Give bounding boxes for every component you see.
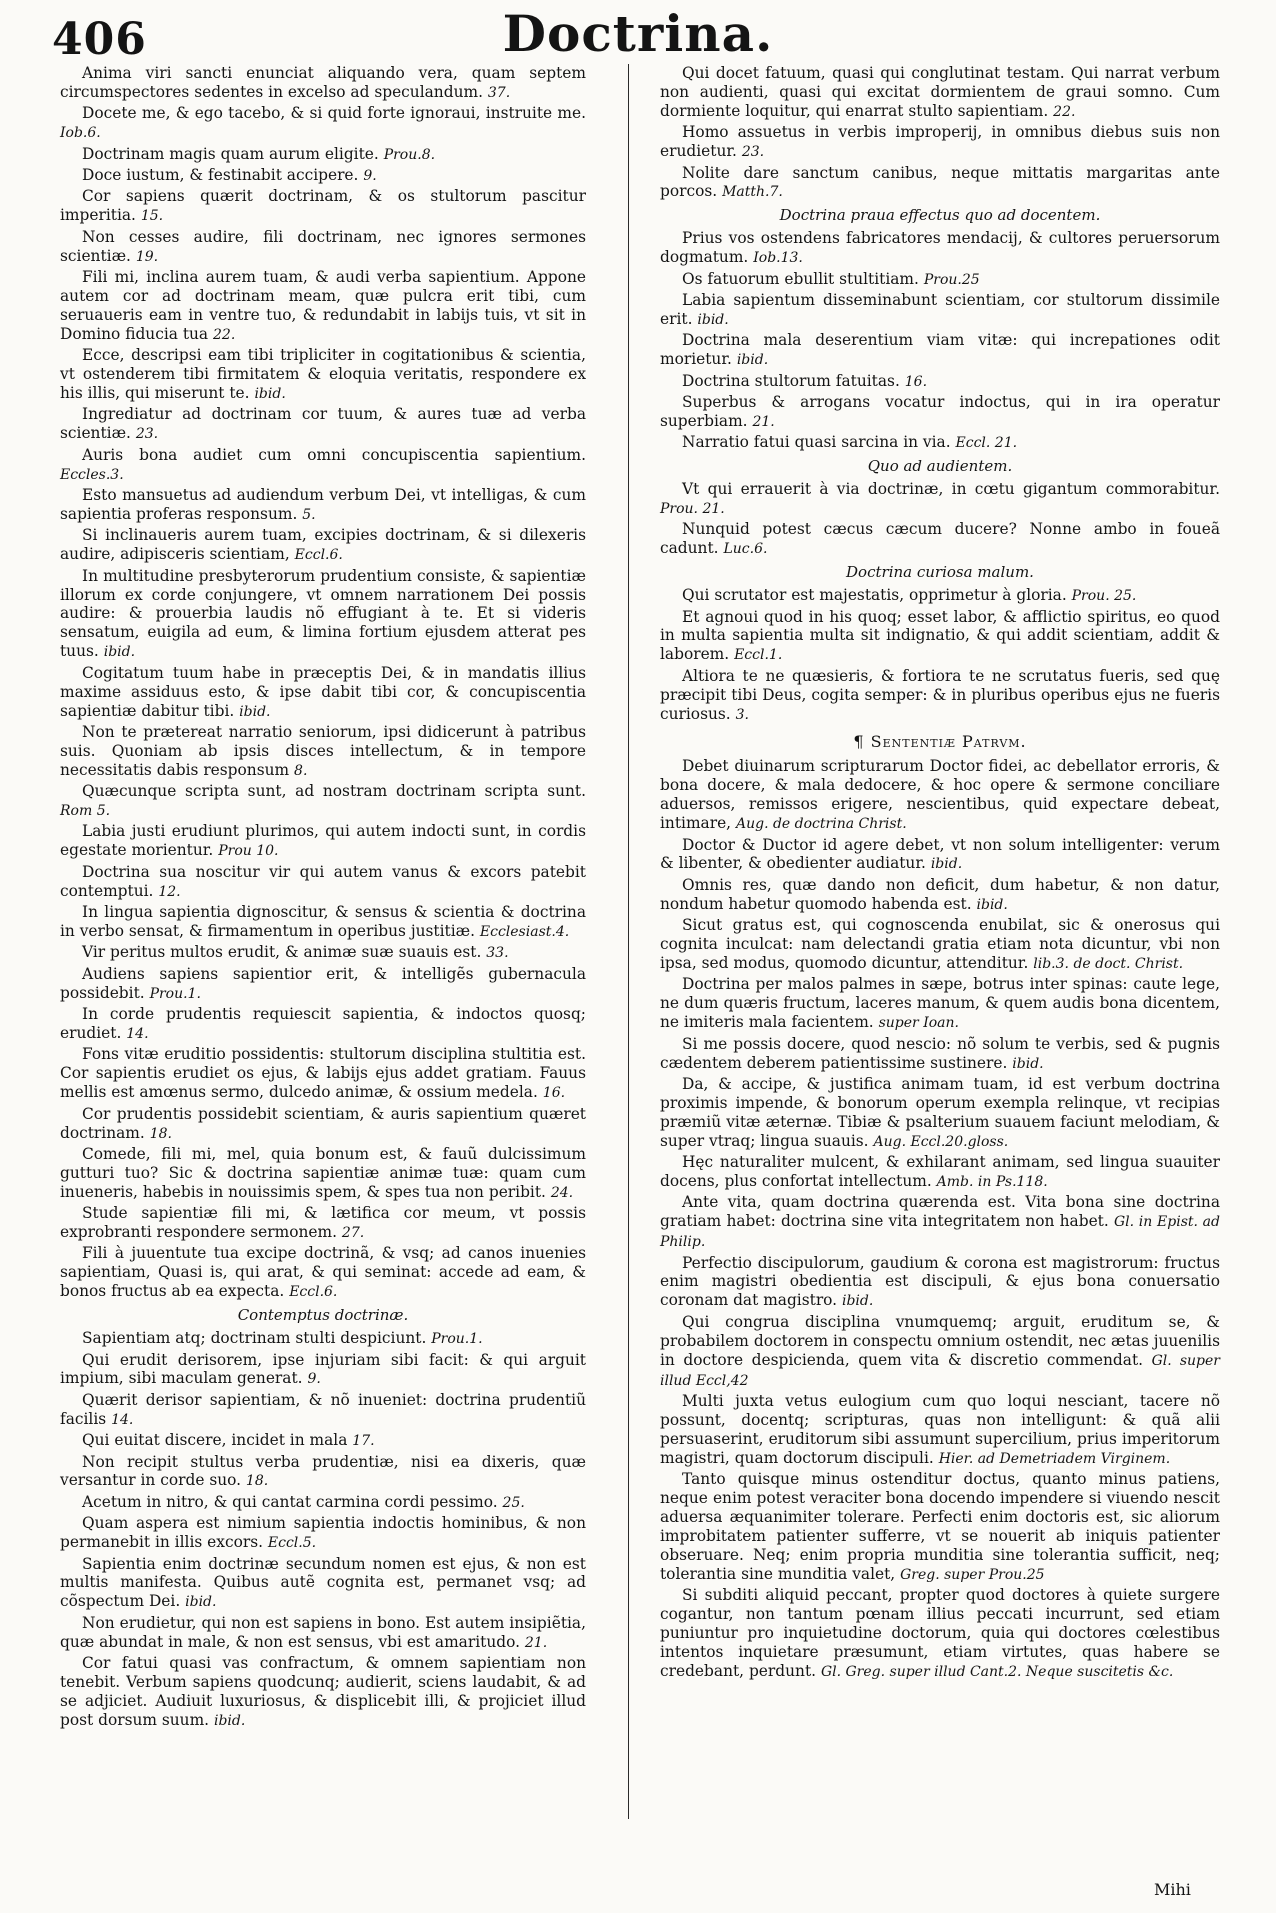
entry-text: Qui erudit derisorem, ipse injuriam sibi facit: & qui arguit impium, sibi maculam generat. xyxy=(60,1350,586,1388)
text-entry xyxy=(60,1045,586,1103)
entry-text: Fili mi, inclina aurem tuam, & audi verba sapientium. Appone autem cor ad doctrinam meam, quæ pulcra erit tibi, cum seruaueris eam in ventre tuo, & redundabit in labijs tuis, vt sit in Domino fiducia tua xyxy=(60,268,586,343)
entry-text: Acetum in nitro, & qui cantat carmina cordi pessimo. xyxy=(82,1492,498,1511)
text-entry xyxy=(660,1075,1220,1152)
entry-text: Cor sapiens quærit doctrinam, & os stultorum pascitur imperitia. xyxy=(60,187,586,225)
text-entry xyxy=(60,526,586,565)
citation: 19. xyxy=(135,248,159,265)
citation: 15. xyxy=(140,208,164,225)
entry-text: Non cesses audire, fili doctrinam, nec ignores sermones scientiæ. xyxy=(60,227,586,265)
text-entry xyxy=(60,943,586,963)
text-entry xyxy=(60,1555,586,1613)
text-entry xyxy=(60,1005,586,1044)
citation: 9. xyxy=(307,1371,321,1388)
entry-text: Vir peritus multos erudit, & animæ suæ suauis est. xyxy=(82,943,482,962)
entry-text: Nolite dare sanctum canibus, neque mittatis margaritas ante porcos. xyxy=(660,163,1220,201)
text-entry xyxy=(60,1145,586,1203)
entry-text: Qui euitat discere, incidet in mala xyxy=(82,1431,348,1450)
text-entry xyxy=(660,1153,1220,1192)
text-entry xyxy=(60,446,586,485)
citation: Prou. 25. xyxy=(1071,588,1137,605)
text-entry xyxy=(660,331,1220,370)
text-entry xyxy=(660,608,1220,666)
text-entry xyxy=(60,145,586,165)
text-entry xyxy=(660,1586,1220,1682)
catchword: Mihi xyxy=(1154,1880,1191,1899)
entry-text: Prius vos ostendens fabricatores mendacij, & cultores peruersorum dogmatum. xyxy=(660,229,1220,267)
entry-text: Quærit derisor sapientiam, & nõ inueniet: doctrina prudentiũ facilis xyxy=(60,1390,586,1428)
text-entry xyxy=(60,1329,586,1349)
text-entry xyxy=(60,1391,586,1430)
entry-text: In lingua sapientia dignoscitur, & sensus & scientia & doctrina in verbo sensat, & firmamentum in operibus justitiæ. xyxy=(60,903,586,940)
text-entry xyxy=(60,1514,586,1553)
entry-text: Comede, fili mi, mel, quia bonum est, & fauũ dulcissimum gutturi tuo? Sic & doctrina sapientiæ animæ tuæ: quam cum inueneris, habebis in nouissimis spem, & spes tua non peribit. xyxy=(60,1144,586,1201)
entry-text: Fili à juuentute tua excipe doctrinã, & vsq; ad canos inuenies sapientiam, Quasi is, qui arat, & qui seminat: accede ad eam, & bonos fructus ab ea expecta. xyxy=(60,1244,586,1301)
text-entry xyxy=(660,757,1220,834)
citation: lib.3. de doct. Christ. xyxy=(1033,955,1184,972)
subsection-heading: Doctrina curiosa malum. xyxy=(846,563,1034,582)
text-entry xyxy=(60,268,586,345)
entry-text: Si me possis docere, quod nescio: nõ solum te verbis, sed & pugnis cædentem deberem patientissime sustinere. xyxy=(660,1034,1220,1072)
citation: Prou.1. xyxy=(149,985,201,1002)
entry-text: Stude sapientiæ fili mi, & lætifica cor meum, vt possis exprobranti respondere sermonem. xyxy=(60,1204,586,1242)
text-entry xyxy=(660,123,1220,162)
text-entry xyxy=(60,64,586,103)
text-entry xyxy=(60,1614,586,1653)
entry-text: Da, & accipe, & justifica animam tuam, id est verbum doctrina proximis impende, & bonorum operum exempla relinque, vt recipias præmiũ vitæ æternæ. Tibiæ & psalterium suauem faciunt melodiam, & super vtraq; lingua suauis. xyxy=(660,1074,1220,1150)
citation: Iob.13. xyxy=(753,250,803,267)
entry-text: Et agnoui quod in his quoq; esset labor, & afflictio spiritus, eo quod in multa sapientia multa sit indignatio, & qui addit scientiam, addit & laborem. xyxy=(660,607,1220,664)
text-entry xyxy=(60,782,586,821)
entry-text: Sicut gratus est, qui cognoscenda enubilat, sic & onerosus qui cognita inculcat: nam delectandi gratia etiam nota dicuntur, vbi non ipsa, sed modus, quomodo dicuntur, attenditur. xyxy=(660,916,1220,972)
subsection-heading: Contemptus doctrinæ. xyxy=(237,1306,409,1325)
text-entry xyxy=(660,1470,1220,1584)
citation: 23. xyxy=(741,144,765,161)
entry-text: Omnis res, quæ dando non deficit, dum habetur, & non datur, nondum habetur quomodo habenda est. xyxy=(660,875,1220,913)
entry-text: Doctrinam magis quam aurum eligite. xyxy=(82,144,379,163)
citation: 16. xyxy=(904,373,928,390)
text-entry xyxy=(60,1351,586,1390)
entry-text: Non recipit stultus verba prudentiæ, nisi ea dixeris, quæ versantur in corde suo. xyxy=(60,1452,586,1490)
entry-text: In corde prudentis requiescit sapientia, & indoctos quosq; erudiet. xyxy=(60,1005,586,1042)
entry-text: In multitudine presbyterorum prudentium consiste, & sapientiæ illorum ex corde conjungere, vt omnem narrationem Dei possis audire: & prouerbia laudis nõ effugiant à te. Et si videris sensatum, euigila ad eum, & limina fortium ejusdem atterat pes tuus. xyxy=(60,566,586,661)
text-entry xyxy=(60,486,586,525)
citation: Iob.6. xyxy=(60,125,101,142)
citation: Eccl. 21. xyxy=(955,435,1018,452)
entry-text: Perfectio discipulorum, gaudium & corona est magistrorum: fructus enim magistri obedientia est discipuli, & ejus bona conuersatio coronam dat magistro. xyxy=(660,1253,1220,1310)
citation: ibid. xyxy=(213,1712,246,1729)
entry-text: Doctrina stultorum fatuitas. xyxy=(682,371,900,390)
right-column xyxy=(660,64,1220,1683)
text-entry xyxy=(60,1453,586,1492)
citation: 33. xyxy=(486,945,509,962)
text-entry xyxy=(60,1431,586,1451)
text-entry xyxy=(660,1313,1220,1391)
text-entry xyxy=(60,664,586,722)
section-heading: ¶ Sententiæ Patrvm. xyxy=(853,731,1027,751)
entry-text: Ante vita, quam doctrina quærenda est. Vita bona sine doctrina gratiam habet: doctrina sine vita integritatem non habet. xyxy=(660,1193,1220,1231)
citation: Eccles.3. xyxy=(60,466,124,483)
text-entry xyxy=(60,1654,586,1731)
citation: 22. xyxy=(1053,103,1076,120)
entry-text: Multi juxta vetus eulogium cum quo loqui nesciant, tacere nõ possunt, docentq; scripturas, quas non intelligunt: & quã alii persuaserint, eruditorum sibi assumunt supercilium, prius imperitorum magistri, quam doctorum discipuli. xyxy=(660,1391,1220,1467)
entry-text: Hęc naturaliter mulcent, & exhilarant animam, sed lingua suauiter docens, plus confortat intellectum. xyxy=(660,1153,1220,1190)
entry-text: Sapientia enim doctrinæ secundum nomen est ejus, & non est multis manifesta. Quibus autẽ cognita est, permanet vsq; ad cõspectum Dei. xyxy=(60,1554,586,1611)
citation: Matth.7. xyxy=(722,184,783,201)
entry-text: Quam aspera est nimium sapientia indoctis hominibus, & non permanebit in illis excors. xyxy=(60,1514,586,1552)
entry-text: Doctor & Ductor id agere debet, vt non solum intelligenter: verum & libenter, & obedienter audiatur. xyxy=(660,835,1220,873)
text-entry xyxy=(60,863,586,902)
entry-text: Homo assuetus in verbis improperij, in omnibus diebus suis non erudietur. xyxy=(660,123,1220,161)
entry-text: Nunquid potest cæcus cæcum ducere? Nonne ambo in foueã cadunt. xyxy=(660,520,1220,558)
citation: Eccl.6. xyxy=(289,1284,338,1301)
citation: super Ioan. xyxy=(878,1015,959,1032)
entry-text: Superbus & arrogans vocatur indoctus, qui in ira operatur superbiam. xyxy=(660,393,1220,430)
entry-text: Tanto quisque minus ostenditur doctus, quanto minus patiens, neque enim potest veraciter bona docendo impendere si viuendo nescit aduersa æquanimiter tolerare. Perfecti enim doctoris est, sic aliorum improbitatem patienter sufferre, vt se nouerit ab iniquis patienter obseruare. Neq; enim propria munditia sine tolerantia sufficit, neq; tolerantia sine munditia valet, xyxy=(660,1470,1220,1583)
entry-text: Doce iustum, & festinabit accipere. xyxy=(82,166,359,185)
citation: ibid. xyxy=(239,703,271,720)
subsection-heading: Doctrina praua effectus quo ad docentem. xyxy=(779,206,1101,225)
page-number: 406 xyxy=(52,14,147,65)
left-column xyxy=(60,64,586,1732)
entry-text: Cor prudentis possidebit scientiam, & auris sapientium quæret doctrinam. xyxy=(60,1104,586,1142)
citation: 24. xyxy=(550,1184,574,1201)
text-entry xyxy=(60,104,586,143)
citation: 21. xyxy=(752,413,775,430)
citation: Gl. super illud Eccl,42 xyxy=(660,1352,1221,1389)
citation: 21. xyxy=(524,1634,548,1651)
text-entry xyxy=(60,187,586,226)
text-entry xyxy=(660,916,1220,974)
entry-text: Ingrediatur ad doctrinam cor tuum, & aures tuæ ad verba scientiæ. xyxy=(60,405,586,443)
citation: ibid. xyxy=(930,856,963,873)
citation: Prou.1. xyxy=(431,1331,483,1348)
text-entry xyxy=(660,876,1220,915)
text-entry xyxy=(60,346,586,404)
citation: 14. xyxy=(111,1411,134,1428)
text-entry xyxy=(660,1035,1220,1074)
text-entry xyxy=(660,372,1220,392)
citation: 3. xyxy=(735,706,749,723)
text-entry xyxy=(660,270,1220,290)
citation: ibid. xyxy=(185,1594,217,1611)
entry-text: Si inclinaueris aurem tuam, excipies doctrinam, & si dilexeris audire, adipisceris scientiam, xyxy=(60,526,586,564)
entry-text: Labia sapientum disseminabunt scientiam, cor stultorum dissimile erit. xyxy=(660,290,1220,328)
text-entry xyxy=(660,480,1220,519)
citation: 27. xyxy=(341,1225,365,1242)
citation: 9. xyxy=(363,168,377,185)
citation: ibid. xyxy=(976,896,1008,913)
entry-text: Quæcunque scripta sunt, ad nostram doctrinam scripta sunt. xyxy=(82,782,586,801)
citation: Aug. Eccl.20.gloss. xyxy=(873,1133,1009,1150)
citation: 22. xyxy=(213,326,236,343)
citation: ibid. xyxy=(103,644,136,661)
citation: Prou 10. xyxy=(218,843,279,860)
entry-text: Docete me, & ego tacebo, & si quid forte ignoraui, instruite me. xyxy=(82,104,586,123)
citation: Gl. Greg. super illud Cant.2. Neque suscitetis &c. xyxy=(820,1663,1174,1680)
entry-text: Ecce, descripsi eam tibi tripliciter in cogitationibus & scientia, vt ostenderem tibi firmitatem & eloquia veritatis, respondere ex his illis, qui miserunt te. xyxy=(60,346,586,402)
text-entry xyxy=(60,1204,586,1243)
citation: ibid. xyxy=(841,1293,874,1310)
text-entry xyxy=(60,965,586,1004)
text-entry xyxy=(60,166,586,186)
entry-text: Si subditi aliquid peccant, propter quod doctores à quiete surgere cogantur, non tantum pœnam illius peccati incurrunt, sed etiam puniuntur pro inquietudine doctorum, quia qui doctores cœlestibus intentos inquietare præsumunt, etiam virtutes, quas habere se credebant, perdunt. xyxy=(660,1585,1220,1680)
text-entry xyxy=(60,822,586,861)
citation: 16. xyxy=(542,1085,566,1102)
citation: ibid. xyxy=(254,386,286,402)
entry-text: Qui docet fatuum, quasi qui conglutinat testam. Qui narrat verbum non audienti, quasi qui excitat dormientem de graui somno. Cum dormiente loquitur, qui enarrat stulto sapientiam. xyxy=(660,64,1220,120)
entry-text: Fons vitæ eruditio possidentis: stultorum disciplina stultitia est. Cor sapientis erudiet os ejus, & labijs ejus addet gratiam. Fauus mellis est amœnus sermo, dulcedo animæ, & ossium medela. xyxy=(60,1045,586,1102)
citation: Prou.25 xyxy=(923,271,980,288)
citation: 23. xyxy=(135,426,159,443)
text-entry xyxy=(660,1193,1220,1252)
entry-text: Anima viri sancti enunciat aliquando vera, quam septem circumspectores sedentes in excelso ad speculandum. xyxy=(60,64,586,101)
column-rule xyxy=(628,64,629,1819)
citation: Eccl.5. xyxy=(267,1535,317,1552)
citation: 37. xyxy=(487,84,511,101)
citation: 18. xyxy=(245,1473,269,1490)
text-entry xyxy=(60,405,586,444)
text-entry xyxy=(660,1254,1220,1312)
citation: Aug. de doctrina Christ. xyxy=(735,816,907,833)
citation: ibid. xyxy=(736,352,769,369)
entry-text: Os fatuorum ebullit stultitiam. xyxy=(682,269,919,288)
entry-text: Cor fatui quasi vas confractum, & omnem sapientiam non tenebit. Verbum sapiens quodcunq; audierit, sciens laudabit, & ad se adjiciet. Audiuit luxuriosus, & displicebit illi, & projiciet illud post dorsum suum. xyxy=(60,1654,586,1729)
text-entry xyxy=(660,229,1220,268)
citation: 17. xyxy=(352,1433,375,1450)
citation: ibid. xyxy=(697,311,729,328)
citation: 12. xyxy=(158,883,181,900)
citation: Eccl.6. xyxy=(294,547,343,564)
text-entry xyxy=(60,567,586,663)
entry-text: Sapientiam atq; doctrinam stulti despiciunt. xyxy=(82,1329,427,1348)
citation: ibid. xyxy=(1012,1055,1044,1072)
text-entry xyxy=(660,836,1220,875)
entry-text: Qui congrua disciplina vnumquemq; arguit, eruditum se, & probabilem doctorem in conspectu omnium ostendit, nec ætas juuenilis in doctore despicienda, quem vita & discretio commendat. xyxy=(660,1312,1220,1369)
entry-text: Audiens sapiens sapientior erit, & intelligẽs gubernacula possidebit. xyxy=(60,964,586,1002)
text-entry xyxy=(660,64,1220,122)
citation: Eccl.1. xyxy=(734,647,783,664)
text-entry xyxy=(60,723,586,781)
text-entry xyxy=(660,667,1220,725)
citation: Prou. 21. xyxy=(660,501,725,518)
text-entry xyxy=(60,228,586,267)
text-entry xyxy=(660,291,1220,330)
running-title: Doctrina. xyxy=(502,4,774,63)
citation: 5. xyxy=(302,506,316,523)
entry-text: Cogitatum tuum habe in præceptis Dei, & in mandatis illius maxime assiduus esto, & ipse dabit tibi cor, & concupiscentia sapientiæ dabitur tibi. xyxy=(60,663,586,720)
text-entry xyxy=(60,903,586,942)
text-entry xyxy=(660,164,1220,203)
entry-text: Doctrina sua noscitur vir qui autem vanus & excors patebit contemptui. xyxy=(60,862,586,900)
entry-text: Vt qui errauerit à via doctrinæ, in cœtu gigantum commorabitur. xyxy=(682,480,1220,499)
citation: Luc.6. xyxy=(723,541,768,558)
text-entry xyxy=(660,975,1220,1033)
text-entry xyxy=(60,1244,586,1302)
entry-text: Doctrina mala deserentium viam vitæ: qui increpationes odit morietur. xyxy=(660,331,1220,369)
entry-text: Doctrina per malos palmes in sæpe, botrus inter spinas: caute lege, ne dum quæris fructum, laceres manum, & quem audis bona dicentem, ne imiteris mala facientem. xyxy=(660,975,1220,1032)
entry-text: Non te prætereat narratio seniorum, ipsi didicerunt à patribus suis. Quoniam ab ipsis disces intellectum, & in tempore necessitatis dabis responsum xyxy=(60,722,586,779)
citation: Hier. ad Demetriadem Virginem. xyxy=(938,1450,1171,1467)
text-entry xyxy=(660,433,1220,453)
entry-text: Altiora te ne quæsieris, & fortiora te ne scrutatus fueris, sed quę præcipit tibi Deus, cogita semper: & in pluribus operibus ejus ne fueris curiosus. xyxy=(660,666,1220,723)
subsection-heading: Quo ad audientem. xyxy=(867,457,1013,476)
citation: 14. xyxy=(126,1026,149,1042)
text-entry xyxy=(660,393,1220,432)
citation: 25. xyxy=(502,1494,525,1511)
entry-text: Qui scrutator est majestatis, opprimetur à gloria. xyxy=(682,586,1067,605)
entry-text: Debet diuinarum scripturarum Doctor fidei, ac debellator erroris, & bona docere, & mala dedocere, & hoc opere & sermone conciliare aduersos, remissos erigere, nescientibus, quid expectare debeat, intimare, xyxy=(660,757,1220,833)
citation: Prou.8. xyxy=(383,146,436,163)
entry-text: Non erudietur, qui non est sapiens in bono. Est autem insipiẽtia, quæ abundat in male, & non est sensus, vbi est amaritudo. xyxy=(60,1613,586,1651)
text-entry xyxy=(660,1392,1220,1469)
text-entry xyxy=(60,1493,586,1513)
citation: Greg. super Prou.25 xyxy=(900,1566,1045,1583)
text-entry xyxy=(660,520,1220,559)
entry-text: Narratio fatui quasi sarcina in via. xyxy=(682,433,951,452)
citation: 18. xyxy=(149,1125,172,1142)
text-entry xyxy=(660,586,1220,606)
citation: Amb. in Ps.118. xyxy=(936,1173,1048,1190)
citation: 8. xyxy=(294,762,308,779)
entry-text: Auris bona audiet cum omni concupiscentia sapientium. xyxy=(82,445,586,464)
entry-text: Esto mansuetus ad audiendum verbum Dei, vt intelligas, & cum sapientia proferas responsum. xyxy=(60,486,586,523)
citation: Rom 5. xyxy=(60,803,111,820)
citation: Gl. in Epist. ad Philip. xyxy=(660,1214,1220,1251)
citation: Ecclesiast.4. xyxy=(479,923,570,940)
text-entry xyxy=(60,1105,586,1144)
entry-text: Labia justi erudiunt plurimos, qui autem indocti sunt, in cordis egestate morientur. xyxy=(60,822,586,860)
